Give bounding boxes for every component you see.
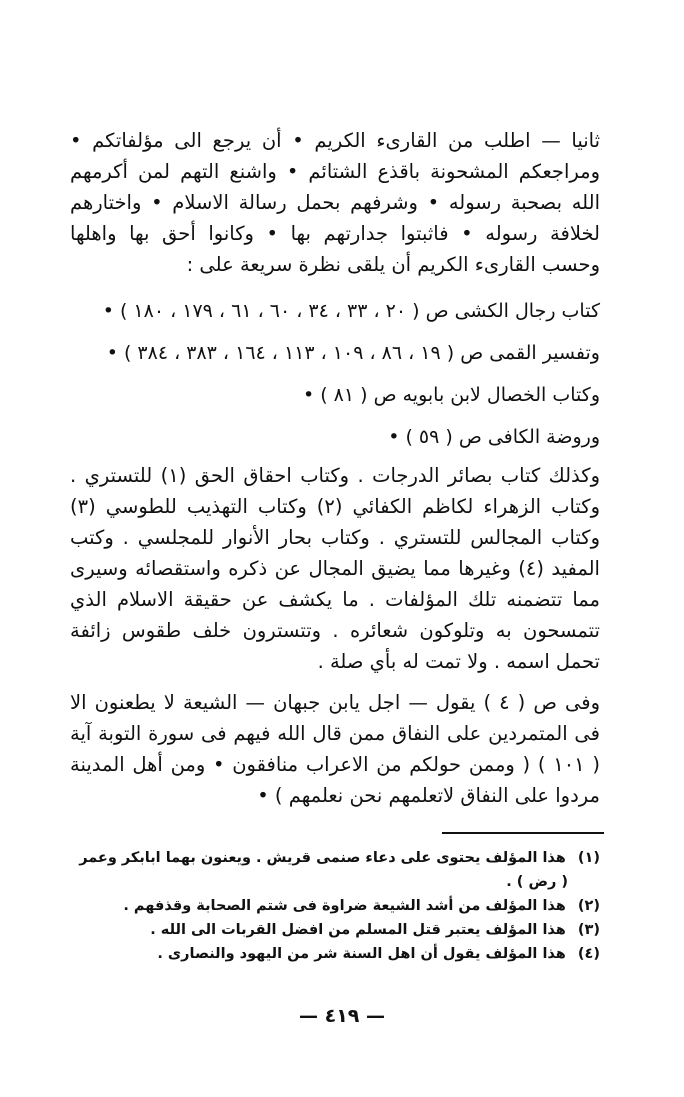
- footnote-text: هذا المؤلف من أشد الشيعة ضراوة فى شتم الصحابة وقذفهم .: [123, 898, 566, 914]
- footnote-number: (٤): [577, 946, 600, 962]
- footnote-divider: [442, 832, 604, 834]
- footnote-text: هذا المؤلف يقول أن اهل السنة شر من اليهود والنصارى .: [157, 946, 566, 962]
- footnote-text: هذا المؤلف يعتبر قتل المسلم من افضل القربات الى الله .: [150, 922, 566, 938]
- paragraph-1: ثانيا — اطلب من القارىء الكريم • أن يرجع الى مؤلفاتكم • ومراجعكم المشحونة باقذع الشتائم • واشنع التهم لمن أكرمهم الله بصحبة رسوله • وشرفهم بحمل رسالة الاسلام • واختارهم لخلافة رسوله • فاثبتوا جدارتهم بها • وكانوا أحق بها واهلها وحسب القارىء الكريم أن يلقى نظرة سريعة على :: [70, 129, 600, 276]
- page-number: — ٤١٩ —: [298, 1005, 386, 1027]
- reference-rawdat-kafi: وروضة الكافى ص ( ٥٩ ) •: [388, 426, 600, 448]
- paragraph-2: وكذلك كتاب بصائر الدرجات . وكتاب احقاق الحق (١) للتستري . وكتاب الزهراء لكاظم الكفائي (٢) وكتاب التهذيب للطوسي (٣) وكتاب المجالس للتستري . وكتاب بحار الأنوار للمجلسي . وكتب المفيد (٤) وغيرها مما يضيق المجال عن ذكره واستقصائه وسيرى مما تتضمنه تلك المؤلفات . ما يكشف عن حقيقة الاسلام الذي تتمسحون به وتلوكون شعائره . وتتسترون خلف طقوس زائفة تحمل اسمه . ولا تمت له بأي صلة .: [70, 464, 600, 673]
- footnote-text: ( رض ) .: [506, 874, 568, 890]
- main-text: [70, 125, 600, 811]
- footnote-1: [70, 846, 600, 870]
- footnote-4: [70, 942, 600, 966]
- paragraph-3: وفى ص ( ٤ ) يقول — اجل يابن جبهان — الشيعة لا يطعنون الا فى المتمردين على النفاق ممن قال الله فيهم فى سورة التوبة آية ( ١٠١ ) ( وممن حولكم من الاعراب منافقون • ومن أهل المدينة مردوا على النفاق لاتعلمهم نحن نعلمهم ) •: [70, 691, 600, 807]
- footnote-2: [70, 894, 600, 918]
- reference-tafsir-qummi: وتفسير القمى ص ( ١٩ ، ٨٦ ، ١٠٩ ، ١١٣ ، ١٦٤ ، ٣٨٣ ، ٣٨٤ ) •: [106, 342, 600, 364]
- footnote-number: (١): [577, 850, 600, 866]
- footnote-3: [70, 918, 600, 942]
- footnotes: [70, 846, 600, 966]
- reference-rijal-kashi: كتاب رجال الكشى ص ( ٢٠ ، ٣٣ ، ٣٤ ، ٦٠ ، ٦١ ، ١٧٩ ، ١٨٠ ) •: [102, 300, 600, 322]
- footnote-number: (٣): [577, 922, 600, 938]
- footnote-number: (٢): [577, 898, 600, 914]
- reference-khisal: وكتاب الخصال لابن بابويه ص ( ٨١ ) •: [302, 384, 600, 406]
- footnote-text: هذا المؤلف يحتوى على دعاء صنمى قريش . ويعنون بهما ابابكر وعمر: [79, 850, 566, 866]
- footnote-1-continuation: [70, 870, 600, 894]
